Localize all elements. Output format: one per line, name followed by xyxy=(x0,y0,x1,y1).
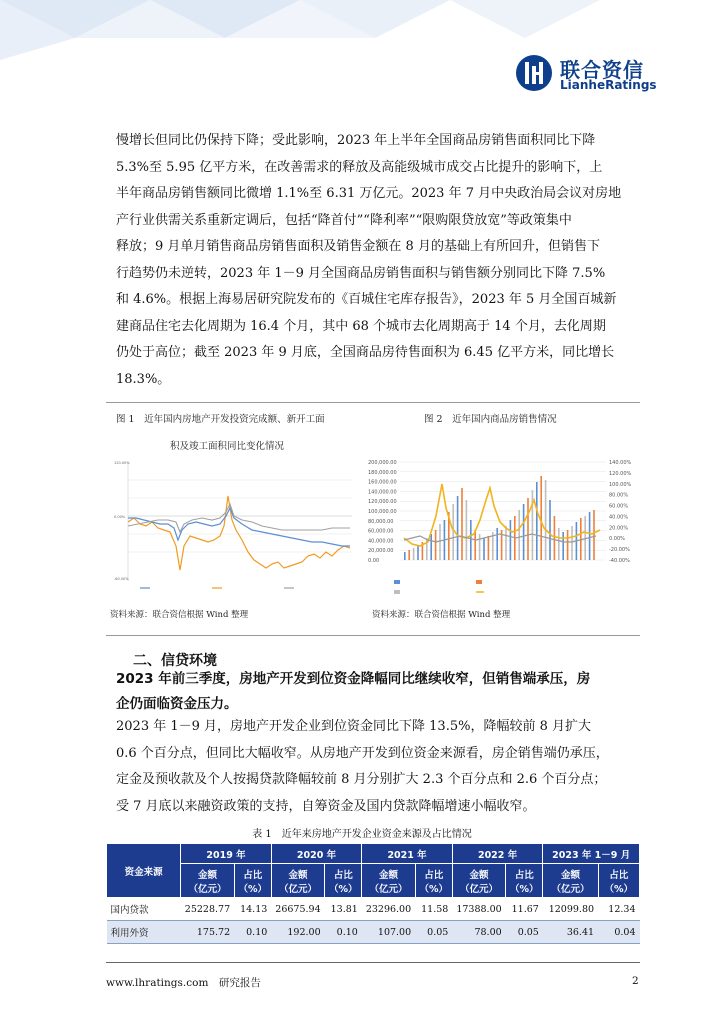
table-cell: 23296.00 xyxy=(362,898,415,921)
paragraph-line: 定金及预收款及个人按揭贷款降幅较前 8 月分别扩大 2.3 个百分点和 2.6 个百分点； xyxy=(116,772,607,787)
subheader-ratio-unit: （%） xyxy=(509,883,539,895)
figure2-caption: 图 2 近年国内商品房销售情况 xyxy=(424,414,557,425)
table-cell: 11.58 xyxy=(415,898,452,921)
table-row-label: 利用外资 xyxy=(107,921,181,944)
table-cell: 14.13 xyxy=(234,898,271,921)
subheader-amount-label: 金额 xyxy=(288,869,308,881)
table-header-year: 2021 年 xyxy=(362,844,453,864)
left-axis-tick: 120,000.00 xyxy=(368,499,397,506)
figure2-combo-chart-image xyxy=(366,456,636,601)
body-paragraph xyxy=(116,128,638,393)
left-axis-tick: 0.00 xyxy=(368,558,380,564)
table-cell: 192.00 xyxy=(271,921,324,944)
table-header-year: 2020 年 xyxy=(271,844,362,864)
funding-source-table xyxy=(106,843,640,944)
left-axis-tick: 80,000.00 xyxy=(368,518,394,525)
brand-logo xyxy=(515,54,700,94)
table-subheader-amount xyxy=(362,864,415,898)
paragraph-line: 2023 年 1－9 月，房地产开发企业到位资金同比下降 13.5%，降幅较前 8 月扩大 xyxy=(116,719,591,734)
subheader-amount-unit: （亿元） xyxy=(369,883,408,895)
right-axis-tick: 60.00% xyxy=(609,503,629,510)
table-cell: 36.41 xyxy=(543,921,598,944)
subheader-amount-label: 金额 xyxy=(378,869,398,881)
table-cell: 25228.77 xyxy=(181,898,234,921)
left-axis-tick: 60,000.00 xyxy=(368,528,394,535)
table-cell: 12099.80 xyxy=(543,898,598,921)
figure1-line-chart-image xyxy=(112,456,357,601)
table-cell: 11.67 xyxy=(506,898,543,921)
subheader-amount-label: 金额 xyxy=(560,869,580,881)
figure1-caption-line2: 积及竣工面积同比变化情况 xyxy=(170,441,285,452)
table-cell: 0.10 xyxy=(325,921,362,944)
left-axis-tick: 160,000.00 xyxy=(368,479,397,486)
table-cell: 0.10 xyxy=(234,921,271,944)
paragraph-line: 行趋势仍未逆转，2023 年 1－9 月全国商品房销售面积与销售额分别同比下降 7.5% xyxy=(116,265,606,281)
right-axis-tick: -20.00% xyxy=(609,547,630,554)
subheader-ratio-label: 占比 xyxy=(333,869,353,881)
right-axis-tick: 80.00% xyxy=(609,492,629,499)
left-axis-tick: 140,000.00 xyxy=(368,489,397,496)
paragraph-line: 18.3%。 xyxy=(116,371,171,387)
footer-site: www.lhratings.com 研究报告 xyxy=(106,977,261,989)
subheader-ratio-unit: （%） xyxy=(604,883,634,895)
right-axis-tick: 20.00% xyxy=(609,525,629,532)
paragraph-line: 慢增长但同比仍保持下降；受此影响，2023 年上半年全国商品房销售面积同比下降 xyxy=(116,133,596,148)
paragraph-line: 5.3%至 5.95 亿平方米，在改善需求的释放及高能级城市成交占比提升的影响下，上 xyxy=(116,159,603,175)
right-axis-tick: 120.00% xyxy=(609,470,632,477)
left-axis-tick: 40,000.00 xyxy=(368,538,394,545)
subheader-amount-unit: （亿元） xyxy=(188,883,227,895)
figure1-source: 资料来源：联合资信根据 Wind 整理 xyxy=(110,610,249,620)
table-subheader-ratio xyxy=(598,864,639,898)
svg-text:0.00%: 0.00% xyxy=(114,515,126,519)
table-cell: 17388.00 xyxy=(452,898,505,921)
logo-text-cn: 联合资信 xyxy=(560,58,644,82)
section-heading: 二、信贷环境 xyxy=(133,653,217,669)
subheader-ratio-unit: （%） xyxy=(419,883,448,895)
table-cell: 0.05 xyxy=(506,921,543,944)
right-axis-tick: 100.00% xyxy=(609,481,632,488)
table-subheader-ratio xyxy=(415,864,452,898)
right-axis-tick: -40.00% xyxy=(609,558,630,564)
table-subheader-amount xyxy=(271,864,324,898)
table-row xyxy=(107,898,640,921)
subheader-ratio-label: 占比 xyxy=(609,869,629,881)
paragraph-line: 产行业供需关系重新定调后，包括“降首付”“降利率”“限购限贷放宽”等政策集中 xyxy=(116,212,572,228)
subheader-ratio-label: 占比 xyxy=(424,869,444,881)
page-number: 2 xyxy=(632,975,639,987)
paragraph-line: 半年商品房销售额同比微增 1.1%至 6.31 万亿元。2023 年 7 月中央政治局会议对房地 xyxy=(116,186,622,201)
subheader-amount-unit: （亿元） xyxy=(278,883,317,895)
table-cell: 26675.94 xyxy=(271,898,324,921)
subheader-ratio-label: 占比 xyxy=(243,869,263,881)
subheader-amount-unit: （亿元） xyxy=(459,883,498,895)
bold-line: 企仍面临资金压力。 xyxy=(116,696,238,712)
logo-text-en: LianheRatings xyxy=(560,78,657,92)
table-subheader-ratio xyxy=(234,864,271,898)
subheader-amount-label: 金额 xyxy=(469,869,489,881)
table-subheader-ratio xyxy=(506,864,543,898)
table-subheader-amount xyxy=(452,864,505,898)
subheader-ratio-label: 占比 xyxy=(514,869,534,881)
table-header-year: 2023 年 1－9 月 xyxy=(543,844,640,864)
figure1-caption: 图 1 近年国内房地产开发投资完成额、新开工面 xyxy=(116,414,325,425)
table-header-year: 2022 年 xyxy=(452,844,543,864)
subheader-ratio-unit: （%） xyxy=(238,883,267,895)
left-axis-tick: 100,000.00 xyxy=(368,509,397,515)
right-axis-tick: 40.00% xyxy=(609,514,629,521)
table-header-corner: 资金来源 xyxy=(107,844,181,898)
subheader-amount-label: 金额 xyxy=(197,869,217,881)
bold-paragraph xyxy=(116,667,638,717)
table-cell: 0.05 xyxy=(415,921,452,944)
table-cell: 107.00 xyxy=(362,921,415,944)
left-axis-tick: 200,000.00 xyxy=(368,460,397,466)
subheader-ratio-unit: （%） xyxy=(328,883,358,895)
left-axis-tick: 180,000.00 xyxy=(368,469,397,476)
lianhe-logo-icon xyxy=(515,54,553,92)
table-row-label: 国内贷款 xyxy=(107,898,181,921)
svg-text:120.00%: 120.00% xyxy=(114,461,130,465)
table-cell: 12.34 xyxy=(598,898,639,921)
paragraph-line: 受 7 月底以来融资政策的支持，自筹资金及国内贷款降幅增速小幅收窄。 xyxy=(116,798,536,814)
bold-line: 2023 年前三季度，房地产开发到位资金降幅同比继续收窄，但销售端承压，房 xyxy=(116,671,591,687)
paragraph-line: 和 4.6%。根据上海易居研究院发布的《百城住宅库存报告》，2023 年 5 月全国百城新 xyxy=(116,292,617,307)
table-cell: 175.72 xyxy=(181,921,234,944)
right-axis-tick: 140.00% xyxy=(609,460,632,466)
right-axis-tick: 0.00% xyxy=(609,536,625,543)
left-axis-tick: 20,000.00 xyxy=(368,548,394,555)
figure2-source: 资料来源：联合资信根据 Wind 整理 xyxy=(372,610,511,620)
paragraph-line: 建商品住宅去化周期为 16.4 个月，其中 68 个城市去化周期高于 14 个月，去化周期 xyxy=(116,318,606,334)
paragraph-line: 释放；9 月单月销售商品房销售面积及销售金额在 8 月的基础上有所回升，但销售下 xyxy=(116,239,600,254)
paragraph-line: 仍处于高位；截至 2023 年 9 月底，全国商品房待售面积为 6.45 亿平方米，同比增长 xyxy=(116,345,615,360)
paragraph-line: 0.6 个百分点，但同比大幅收窄。从房地产开发到位资金来源看，房企销售端仍承压， xyxy=(116,745,609,761)
svg-text:-60.00%: -60.00% xyxy=(114,577,129,581)
table-subheader-amount xyxy=(181,864,234,898)
table-cell: 0.04 xyxy=(598,921,639,944)
footer-divider xyxy=(106,962,640,963)
table-subheader-ratio xyxy=(325,864,362,898)
table-subheader-amount xyxy=(543,864,598,898)
paragraph-2 xyxy=(116,714,638,820)
table-header-year: 2019 年 xyxy=(181,844,272,864)
table-row xyxy=(107,921,640,944)
table-cell: 13.81 xyxy=(325,898,362,921)
table-caption: 表 1 近年来房地产开发企业资金来源及占比情况 xyxy=(252,829,472,840)
subheader-amount-unit: （亿元） xyxy=(551,883,590,895)
table-cell: 78.00 xyxy=(452,921,505,944)
